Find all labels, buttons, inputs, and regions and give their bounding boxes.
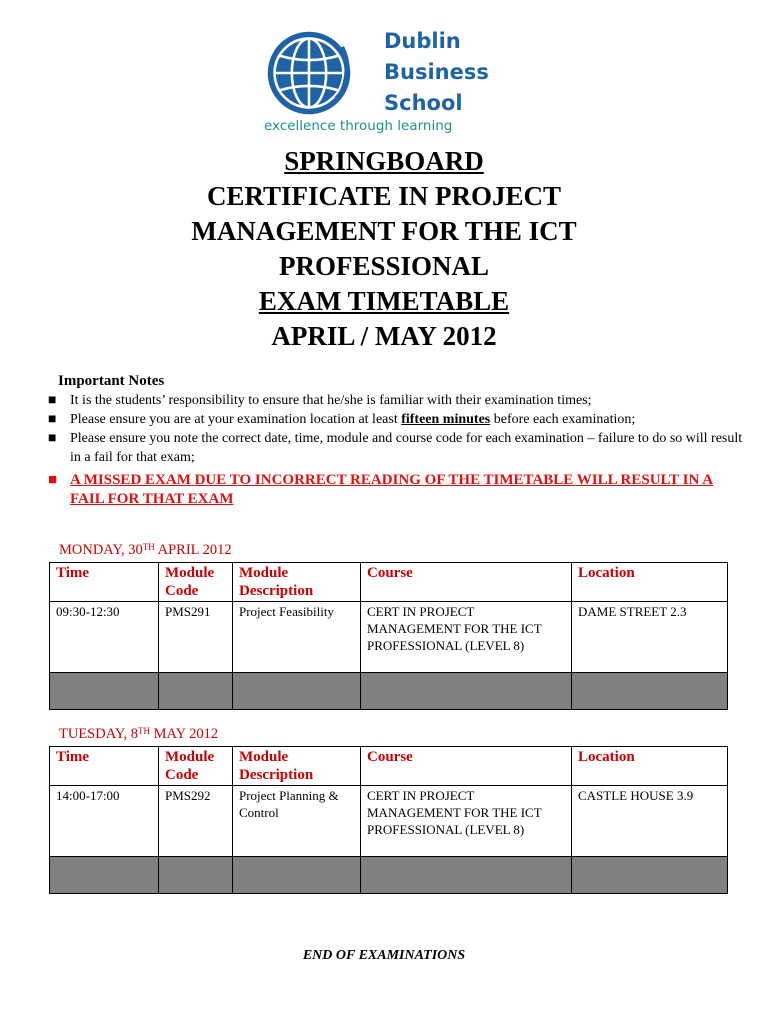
cell-course: CERT IN PROJECT MANAGEMENT FOR THE ICT PROFESSIONAL (LEVEL 8): [361, 602, 572, 673]
header-course: Course: [361, 747, 572, 786]
cell-time: 14:00-17:00: [50, 786, 159, 857]
empty-cell: [159, 673, 233, 710]
cell-course: CERT IN PROJECT MANAGEMENT FOR THE ICT PROFESSIONAL (LEVEL 8): [361, 786, 572, 857]
school-logo: [262, 24, 502, 138]
title-line3: MANAGEMENT FOR THE ICT: [191, 216, 577, 246]
header-course: Course: [361, 563, 572, 602]
school-tagline: excellence through learning: [264, 118, 453, 134]
header-time: Time: [50, 563, 159, 602]
title-period: APRIL / MAY 2012: [271, 321, 497, 351]
table-row: [50, 786, 728, 857]
bullet-icon: ■: [48, 472, 58, 488]
note-text: Please ensure you note the correct date, time, module and course code for each examination – failure to do so will result in a fail for that exam;: [70, 431, 743, 465]
empty-cell: [572, 673, 728, 710]
notes-heading: Important Notes: [58, 373, 165, 389]
note-item: [48, 429, 748, 467]
end-of-examinations: END OF EXAMINATIONS: [302, 948, 466, 963]
header-time: Time: [50, 747, 159, 786]
bullet-icon: ■: [48, 412, 57, 427]
day-heading-monday: [59, 542, 232, 559]
warning-text: A MISSED EXAM DUE TO INCORRECT READING OF THE TIMETABLE WILL RESULT IN A FAIL FOR THAT EXAM: [70, 472, 714, 507]
day-heading-text: MONDAY, 30: [59, 542, 143, 558]
day-heading-text: APRIL 2012: [154, 542, 232, 558]
school-name-line1: Dublin: [384, 29, 461, 53]
empty-cell: [361, 857, 572, 894]
header-module-code: Module Code: [159, 747, 233, 786]
title-line2: CERTIFICATE IN PROJECT: [206, 181, 562, 211]
header-module-description: Module Description: [233, 747, 361, 786]
note-emphasis: fifteen minutes: [401, 412, 491, 427]
note-text: Please ensure you are at your examination location at least: [70, 412, 402, 427]
timetable-tuesday: [49, 746, 728, 894]
note-warning: [48, 471, 748, 509]
header-location: Location: [572, 747, 728, 786]
cell-module-description: Project Planning & Control: [233, 786, 361, 857]
day-heading-suffix: TH: [142, 542, 155, 552]
cell-time: 09:30-12:30: [50, 602, 159, 673]
table-row: [50, 602, 728, 673]
note-text: It is the students’ responsibility to ensure that he/she is familiar with their examination times;: [70, 393, 592, 408]
title-exam-timetable: EXAM TIMETABLE: [258, 286, 510, 316]
table-row-empty: [50, 857, 728, 894]
note-text: before each examination;: [490, 412, 636, 427]
notes-list: [48, 391, 748, 509]
important-notes: [48, 372, 748, 509]
header-location: Location: [572, 563, 728, 602]
title-line4: PROFESSIONAL: [278, 251, 490, 281]
school-name-line2: Business: [384, 60, 489, 84]
day-heading-suffix: TH: [137, 726, 150, 736]
day-heading-text: MAY 2012: [149, 726, 219, 742]
school-name-line3: School: [384, 91, 463, 115]
globe-head-icon: [266, 30, 352, 116]
cell-location: DAME STREET 2.3: [572, 602, 728, 673]
empty-cell: [233, 857, 361, 894]
bullet-icon: ■: [48, 393, 57, 408]
header-module-code: Module Code: [159, 563, 233, 602]
table-header-row: [50, 747, 728, 786]
table-row-empty: [50, 673, 728, 710]
cell-module-code: PMS291: [159, 602, 233, 673]
note-item: [48, 391, 748, 410]
empty-cell: [50, 857, 159, 894]
bullet-icon: ■: [48, 431, 57, 446]
empty-cell: [361, 673, 572, 710]
day-heading-tuesday: [59, 726, 218, 743]
day-heading-text: TUESDAY, 8: [59, 726, 138, 742]
cell-module-code: PMS292: [159, 786, 233, 857]
table-header-row: [50, 563, 728, 602]
header-module-description: Module Description: [233, 563, 361, 602]
cell-location: CASTLE HOUSE 3.9: [572, 786, 728, 857]
note-item: [48, 410, 748, 429]
title-springboard: SPRINGBOARD: [284, 146, 484, 176]
cell-module-description: Project Feasibility: [233, 602, 361, 673]
school-name: [384, 26, 489, 119]
timetable-monday: [49, 562, 728, 710]
empty-cell: [159, 857, 233, 894]
empty-cell: [233, 673, 361, 710]
document-title: [0, 144, 768, 354]
empty-cell: [572, 857, 728, 894]
empty-cell: [50, 673, 159, 710]
